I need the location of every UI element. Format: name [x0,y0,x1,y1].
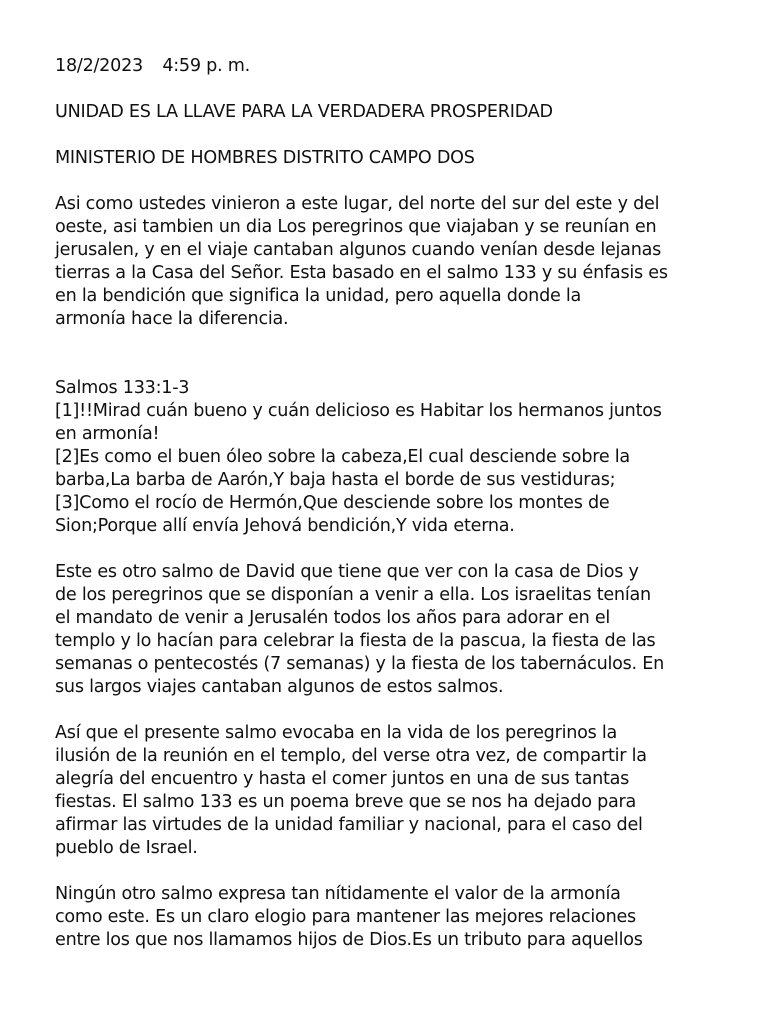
text-line: ilusión de la reunión en el templo, del verse otra vez, de compartir la [55,746,647,766]
text-line: oeste, asi tambien un dia Los peregrinos que viajaban y se reunían en [55,217,657,237]
text-line: en la bendición que significa la unidad, pero aquella donde la [55,286,582,306]
ministry-heading: MINISTERIO DE HOMBRES DISTRITO CAMPO DOS [55,148,475,168]
text-line: como este. Es un claro elogio para mantener las mejores relaciones [55,907,636,927]
text-line: entre los que nos llamamos hijos de Dios.Es un tributo para aquellos [55,930,643,950]
text-line: barba,La barba de Aarón,Y baja hasta el borde de sus vestiduras; [55,470,616,490]
evocation-paragraph [55,722,745,860]
text-line: armonía hace la diferencia. [55,309,289,329]
note-date: 18/2/2023 [55,56,143,76]
text-line: Ningún otro salmo expresa tan nítidamente el valor de la armonía [55,884,621,904]
text-line: Sion;Porque allí envía Jehová bendición,Y vida eterna. [55,516,515,536]
text-line: de los peregrinos que se disponían a venir a ella. Los israelitas tenían [55,585,651,605]
text-line: [3]Como el rocío de Hermón,Que desciende sobre los montes de [55,493,610,513]
text-line: en armonía! [55,424,160,444]
intro-paragraph [55,193,745,331]
harmony-paragraph [55,883,745,952]
text-line: el mandato de venir a Jerusalén todos los años para adorar en el [55,608,611,628]
note-time: 4:59 p. m. [162,56,250,76]
text-line: sus largos viajes cantaban algunos de estos salmos. [55,677,504,697]
text-line: alegría del encuentro y hasta el comer juntos en una de sus tantas [55,769,630,789]
note-datetime [55,55,745,78]
text-line: fiestas. El salmo 133 es un poema breve que se nos ha dejado para [55,792,637,812]
text-line: tierras a la Casa del Señor. Esta basado en el salmo 133 y su énfasis es [55,263,668,283]
text-line: templo y lo hacían para celebrar la fiesta de la pascua, la fiesta de las [55,631,656,651]
text-line: jerusalen, y en el viaje cantaban algunos cuando venían desde lejanas [55,240,662,260]
text-line: [1]!!Mirad cuán bueno y cuán delicioso es Habitar los hermanos juntos [55,401,662,421]
text-line: [2]Es como el buen óleo sobre la cabeza,El cual desciende sobre la [55,447,630,467]
text-line: Así que el presente salmo evocaba en la vida de los peregrinos la [55,723,618,743]
document-title: UNIDAD ES LA LLAVE PARA LA VERDADERA PROSPERIDAD [55,102,553,122]
psalm-paragraph [55,377,745,538]
context-paragraph [55,561,745,699]
text-line: afirmar las virtudes de la unidad familiar y nacional, para el caso del [55,815,643,835]
document-page [55,55,745,952]
text-line: pueblo de Israel. [55,838,198,858]
psalm-reference: Salmos 133:1-3 [55,378,190,398]
text-line: Este es otro salmo de David que tiene que ver con la casa de Dios y [55,562,639,582]
text-line: Asi como ustedes vinieron a este lugar, del norte del sur del este y del [55,194,660,214]
text-line: semanas o pentecostés (7 semanas) y la fiesta de los tabernáculos. En [55,654,665,674]
